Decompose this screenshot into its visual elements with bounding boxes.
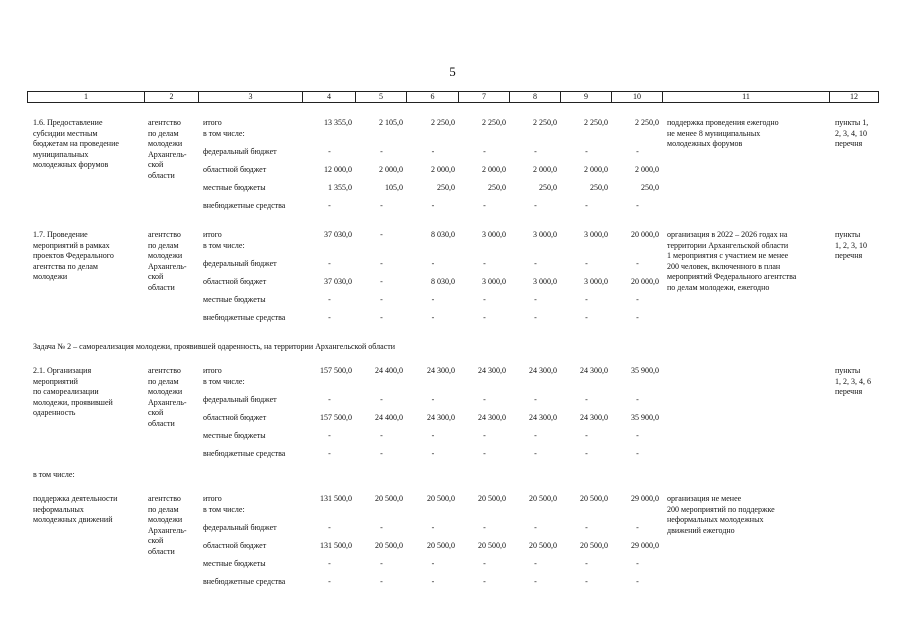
amount-cell: -	[328, 559, 331, 568]
amount-cell: -	[483, 201, 486, 210]
expected-result-line: не менее 8 муниципальных	[667, 128, 761, 138]
amount-cell: -	[328, 431, 331, 440]
amount-cell: 2 250,0	[635, 118, 659, 127]
agency-line: области	[148, 418, 175, 428]
amount-cell: 3 000,0	[482, 277, 506, 286]
amount-cell: -	[483, 559, 486, 568]
expected-result-line: организация в 2022 – 2026 годах на	[667, 230, 788, 239]
amount-cell: -	[431, 449, 435, 458]
amount-cell: 35 900,0	[631, 366, 659, 375]
amount-cell: 2 000,0	[431, 165, 455, 174]
amount-cell: -	[328, 313, 331, 322]
funding-source-label: федеральный бюджет	[203, 147, 277, 156]
activity-name-line: молодежных форумов	[33, 160, 109, 169]
expected-result-line: движений ежегодно	[667, 525, 735, 535]
points-ref-line: пункты	[835, 230, 861, 239]
amount-cell: 24 300,0	[529, 413, 557, 422]
amount-cell: 13 355,0	[324, 118, 352, 127]
amount-cell: -	[483, 313, 486, 322]
amount-cell: -	[483, 449, 486, 458]
amount-cell: -	[585, 295, 588, 304]
activity-name-line: проектов Федерального	[33, 251, 114, 260]
amount-cell: 131 500,0	[320, 541, 352, 550]
funding-source-label: внебюджетные средства	[203, 449, 286, 458]
amount-cell: -	[636, 559, 639, 568]
amount-cell: 24 400,0	[375, 413, 403, 422]
amount-cell: -	[585, 313, 588, 322]
amount-cell: 24 400,0	[375, 366, 403, 375]
expected-result-line: 200 мероприятий по поддержке	[667, 504, 775, 514]
amount-cell: 24 300,0	[580, 366, 608, 375]
expected-result-line: территории Архангельской области	[667, 240, 789, 250]
amount-cell: 24 300,0	[529, 366, 557, 375]
amount-cell: -	[431, 395, 435, 404]
agency-line: ской	[148, 272, 164, 281]
amount-cell: 250,0	[488, 183, 506, 192]
expected-result-line: молодежных форумов	[667, 139, 743, 148]
activity-name-line: молодежных движений	[33, 515, 113, 524]
amount-cell: 29 000,0	[631, 494, 659, 503]
amount-cell: -	[431, 295, 435, 304]
amount-cell: -	[483, 259, 486, 268]
amount-cell: -	[483, 295, 486, 304]
activity-name-line: поддержка деятельности	[33, 494, 118, 503]
amount-cell: -	[585, 201, 588, 210]
amount-cell: 3 000,0	[533, 277, 557, 286]
amount-cell: 250,0	[590, 183, 608, 192]
amount-cell: 20 500,0	[375, 541, 403, 550]
amount-cell: -	[534, 147, 537, 156]
header-cell: 8	[510, 91, 561, 103]
amount-cell: 250,0	[539, 183, 557, 192]
amount-cell: -	[534, 259, 537, 268]
activity-name-line: мероприятий	[33, 376, 78, 386]
amount-cell: 29 000,0	[631, 541, 659, 550]
funding-source-label: федеральный бюджет	[203, 523, 277, 532]
points-ref-line: 1, 2, 3, 4, 6	[835, 376, 871, 386]
agency-line: молодежи	[148, 387, 183, 396]
amount-cell: 3 000,0	[533, 230, 557, 239]
amount-cell: 131 500,0	[320, 494, 352, 503]
amount-cell: -	[585, 577, 588, 586]
amount-cell: -	[431, 431, 435, 440]
amount-cell: -	[585, 147, 588, 156]
agency-line: области	[148, 170, 175, 180]
amount-cell: -	[380, 559, 383, 568]
points-ref-line: пункты 1,	[835, 118, 869, 127]
amount-cell: 35 900,0	[631, 413, 659, 422]
agency-line: по делам	[148, 128, 179, 138]
activity-name-line: молодежи, проявившей	[33, 397, 113, 407]
amount-cell: -	[380, 277, 383, 286]
points-ref-line: пункты	[835, 366, 861, 375]
amount-cell: -	[534, 295, 537, 304]
amount-cell: -	[380, 201, 383, 210]
agency-line: молодежи	[148, 515, 183, 524]
amount-cell: 20 500,0	[427, 494, 455, 503]
amount-cell: 2 000,0	[635, 165, 659, 174]
funding-source-label: в том числе:	[203, 128, 245, 138]
amount-cell: -	[431, 147, 435, 156]
amount-cell: 20 500,0	[478, 541, 506, 550]
header-cell: 3	[199, 91, 303, 103]
amount-cell: 2 250,0	[482, 118, 506, 127]
amount-cell: -	[328, 395, 331, 404]
agency-line: Архангель-	[148, 149, 187, 159]
expected-result-line: 1 мероприятия с участием не менее	[667, 251, 789, 260]
amount-cell: 24 300,0	[427, 413, 455, 422]
funding-source-label: областной бюджет	[203, 413, 267, 422]
funding-source-label: местные бюджеты	[203, 295, 266, 304]
funding-source-label: итого	[203, 494, 222, 503]
expected-result-line: организация не менее	[667, 494, 742, 503]
activity-name-line: мероприятий в рамках	[33, 240, 110, 250]
points-ref-line: перечня	[835, 251, 863, 260]
amount-cell: -	[636, 313, 639, 322]
amount-cell: 157 500,0	[320, 366, 352, 375]
amount-cell: -	[636, 201, 639, 210]
funding-source-label: местные бюджеты	[203, 431, 266, 440]
amount-cell: -	[483, 395, 486, 404]
funding-source-label: областной бюджет	[203, 277, 267, 286]
amount-cell: 24 300,0	[580, 413, 608, 422]
activity-name-line: 1.6. Предоставление	[33, 118, 103, 127]
amount-cell: -	[380, 431, 383, 440]
amount-cell: -	[328, 147, 331, 156]
amount-cell: 1 355,0	[328, 183, 352, 192]
amount-cell: -	[636, 523, 639, 532]
funding-source-label: внебюджетные средства	[203, 577, 286, 586]
amount-cell: -	[380, 259, 383, 268]
expected-result-line: по делам молодежи, ежегодно	[667, 282, 770, 292]
activity-name-line: молодежи	[33, 272, 68, 281]
amount-cell: -	[585, 431, 588, 440]
amount-cell: -	[328, 201, 331, 210]
amount-cell: 2 000,0	[584, 165, 608, 174]
points-ref-line: перечня	[835, 139, 863, 148]
amount-cell: 20 500,0	[580, 494, 608, 503]
header-cell: 6	[407, 91, 459, 103]
header-cell: 7	[459, 91, 510, 103]
funding-source-label: внебюджетные средства	[203, 313, 286, 322]
amount-cell: 3 000,0	[584, 230, 608, 239]
funding-source-label: областной бюджет	[203, 541, 267, 550]
agency-line: области	[148, 282, 175, 292]
amount-cell: 2 250,0	[584, 118, 608, 127]
amount-cell: 20 500,0	[529, 494, 557, 503]
in-that-number-label: в том числе:	[33, 470, 75, 479]
amount-cell: -	[585, 559, 588, 568]
amount-cell: -	[636, 395, 639, 404]
amount-cell: 3 000,0	[482, 230, 506, 239]
header-cell: 9	[561, 91, 612, 103]
header-cell: 4	[303, 91, 356, 103]
amount-cell: -	[328, 523, 331, 532]
amount-cell: -	[483, 523, 486, 532]
amount-cell: -	[636, 431, 639, 440]
amount-cell: 2 105,0	[379, 118, 403, 127]
activity-name-line: 1.7. Проведение	[33, 230, 88, 239]
amount-cell: -	[585, 259, 588, 268]
amount-cell: 157 500,0	[320, 413, 352, 422]
amount-cell: -	[380, 577, 383, 586]
amount-cell: -	[328, 295, 331, 304]
activity-name-line: бюджетам на проведение	[33, 139, 119, 148]
header-cell: 2	[145, 91, 199, 103]
expected-result-line: поддержка проведения ежегодно	[667, 118, 779, 127]
funding-source-label: итого	[203, 366, 222, 375]
amount-cell: 2 250,0	[431, 118, 455, 127]
agency-line: ской	[148, 536, 164, 545]
amount-cell: 20 000,0	[631, 277, 659, 286]
amount-cell: 20 500,0	[375, 494, 403, 503]
funding-source-label: итого	[203, 230, 222, 239]
points-ref-line: перечня	[835, 387, 863, 396]
activity-name-line: по самореализации	[33, 387, 99, 396]
funding-source-label: итого	[203, 118, 222, 127]
amount-cell: 2 000,0	[379, 165, 403, 174]
amount-cell: 105,0	[385, 183, 403, 192]
funding-source-label: местные бюджеты	[203, 183, 266, 192]
amount-cell: 20 500,0	[427, 541, 455, 550]
amount-cell: -	[534, 201, 537, 210]
amount-cell: 20 500,0	[478, 494, 506, 503]
amount-cell: -	[431, 313, 435, 322]
amount-cell: -	[431, 523, 435, 532]
amount-cell: 3 000,0	[584, 277, 608, 286]
amount-cell: -	[380, 523, 383, 532]
agency-line: области	[148, 546, 175, 556]
agency-line: Архангель-	[148, 261, 187, 271]
amount-cell: -	[534, 523, 537, 532]
header-cell: 12	[830, 91, 879, 103]
header-cell: 1	[27, 91, 145, 103]
funding-source-label: федеральный бюджет	[203, 395, 277, 404]
amount-cell: 12 000,0	[324, 165, 352, 174]
page-number: 5	[449, 64, 456, 79]
amount-cell: -	[380, 449, 383, 458]
activity-name-line: агентства по делам	[33, 261, 98, 271]
amount-cell: -	[585, 395, 588, 404]
activity-name-line: муниципальных	[33, 149, 89, 159]
amount-cell: -	[328, 577, 331, 586]
amount-cell: 2 000,0	[482, 165, 506, 174]
amount-cell: 8 030,0	[431, 230, 455, 239]
amount-cell: -	[380, 295, 383, 304]
amount-cell: 20 500,0	[580, 541, 608, 550]
amount-cell: -	[585, 523, 588, 532]
amount-cell: -	[636, 577, 639, 586]
amount-cell: -	[636, 295, 639, 304]
amount-cell: 37 030,0	[324, 230, 352, 239]
amount-cell: -	[431, 259, 435, 268]
amount-cell: -	[380, 230, 383, 239]
amount-cell: 250,0	[437, 183, 455, 192]
amount-cell: -	[483, 431, 486, 440]
agency-line: по делам	[148, 240, 179, 250]
agency-line: ской	[148, 408, 164, 417]
activity-name-line: 2.1. Организация	[33, 366, 92, 375]
amount-cell: -	[380, 147, 383, 156]
agency-line: Архангель-	[148, 397, 187, 407]
amount-cell: -	[636, 147, 639, 156]
agency-line: агентство	[148, 494, 181, 503]
funding-source-label: местные бюджеты	[203, 559, 266, 568]
amount-cell: -	[534, 449, 537, 458]
funding-source-label: в том числе:	[203, 240, 245, 250]
amount-cell: 20 500,0	[529, 541, 557, 550]
amount-cell: 8 030,0	[431, 277, 455, 286]
amount-cell: 24 300,0	[478, 366, 506, 375]
amount-cell: 250,0	[641, 183, 659, 192]
amount-cell: -	[380, 313, 383, 322]
amount-cell: -	[483, 577, 486, 586]
funding-source-label: внебюджетные средства	[203, 201, 286, 210]
funding-source-label: областной бюджет	[203, 165, 267, 174]
amount-cell: 24 300,0	[427, 366, 455, 375]
amount-cell: 2 000,0	[533, 165, 557, 174]
amount-cell: 24 300,0	[478, 413, 506, 422]
activity-name-line: одаренность	[33, 408, 76, 417]
amount-cell: -	[534, 431, 537, 440]
amount-cell: -	[431, 577, 435, 586]
amount-cell: -	[328, 449, 331, 458]
task-heading: Задача № 2 – самореализация молодежи, проявившей одаренность, на территории Архангельской области	[33, 342, 396, 351]
amount-cell: -	[534, 577, 537, 586]
amount-cell: 2 250,0	[533, 118, 557, 127]
amount-cell: -	[328, 259, 331, 268]
expected-result-line: 200 человек, включенного в план	[667, 261, 781, 271]
amount-cell: -	[483, 147, 486, 156]
agency-line: ской	[148, 160, 164, 169]
amount-cell: 20 000,0	[631, 230, 659, 239]
agency-line: агентство	[148, 366, 181, 375]
funding-source-label: в том числе:	[203, 376, 245, 386]
amount-cell: -	[431, 559, 435, 568]
amount-cell: -	[431, 201, 435, 210]
agency-line: молодежи	[148, 251, 183, 260]
agency-line: по делам	[148, 376, 179, 386]
funding-source-label: федеральный бюджет	[203, 259, 277, 268]
amount-cell: -	[380, 395, 383, 404]
amount-cell: -	[534, 395, 537, 404]
activity-name-line: неформальных	[33, 504, 84, 514]
header-cell: 5	[356, 91, 407, 103]
amount-cell: -	[534, 313, 537, 322]
amount-cell: -	[534, 559, 537, 568]
header-cell: 11	[663, 91, 830, 103]
amount-cell: -	[585, 449, 588, 458]
activity-name-line: субсидии местным	[33, 128, 98, 138]
agency-line: молодежи	[148, 139, 183, 148]
expected-result-line: мероприятий Федерального агентства	[667, 272, 797, 281]
agency-line: по делам	[148, 504, 179, 514]
amount-cell: -	[636, 259, 639, 268]
agency-line: агентство	[148, 118, 181, 127]
header-cell: 10	[612, 91, 663, 103]
agency-line: Архангель-	[148, 525, 187, 535]
points-ref-line: 1, 2, 3, 10	[835, 240, 867, 250]
expected-result-line: неформальных молодежных	[667, 515, 764, 524]
points-ref-line: 2, 3, 4, 10	[835, 128, 867, 138]
agency-line: агентство	[148, 230, 181, 239]
amount-cell: -	[636, 449, 639, 458]
funding-source-label: в том числе:	[203, 504, 245, 514]
amount-cell: 37 030,0	[324, 277, 352, 286]
